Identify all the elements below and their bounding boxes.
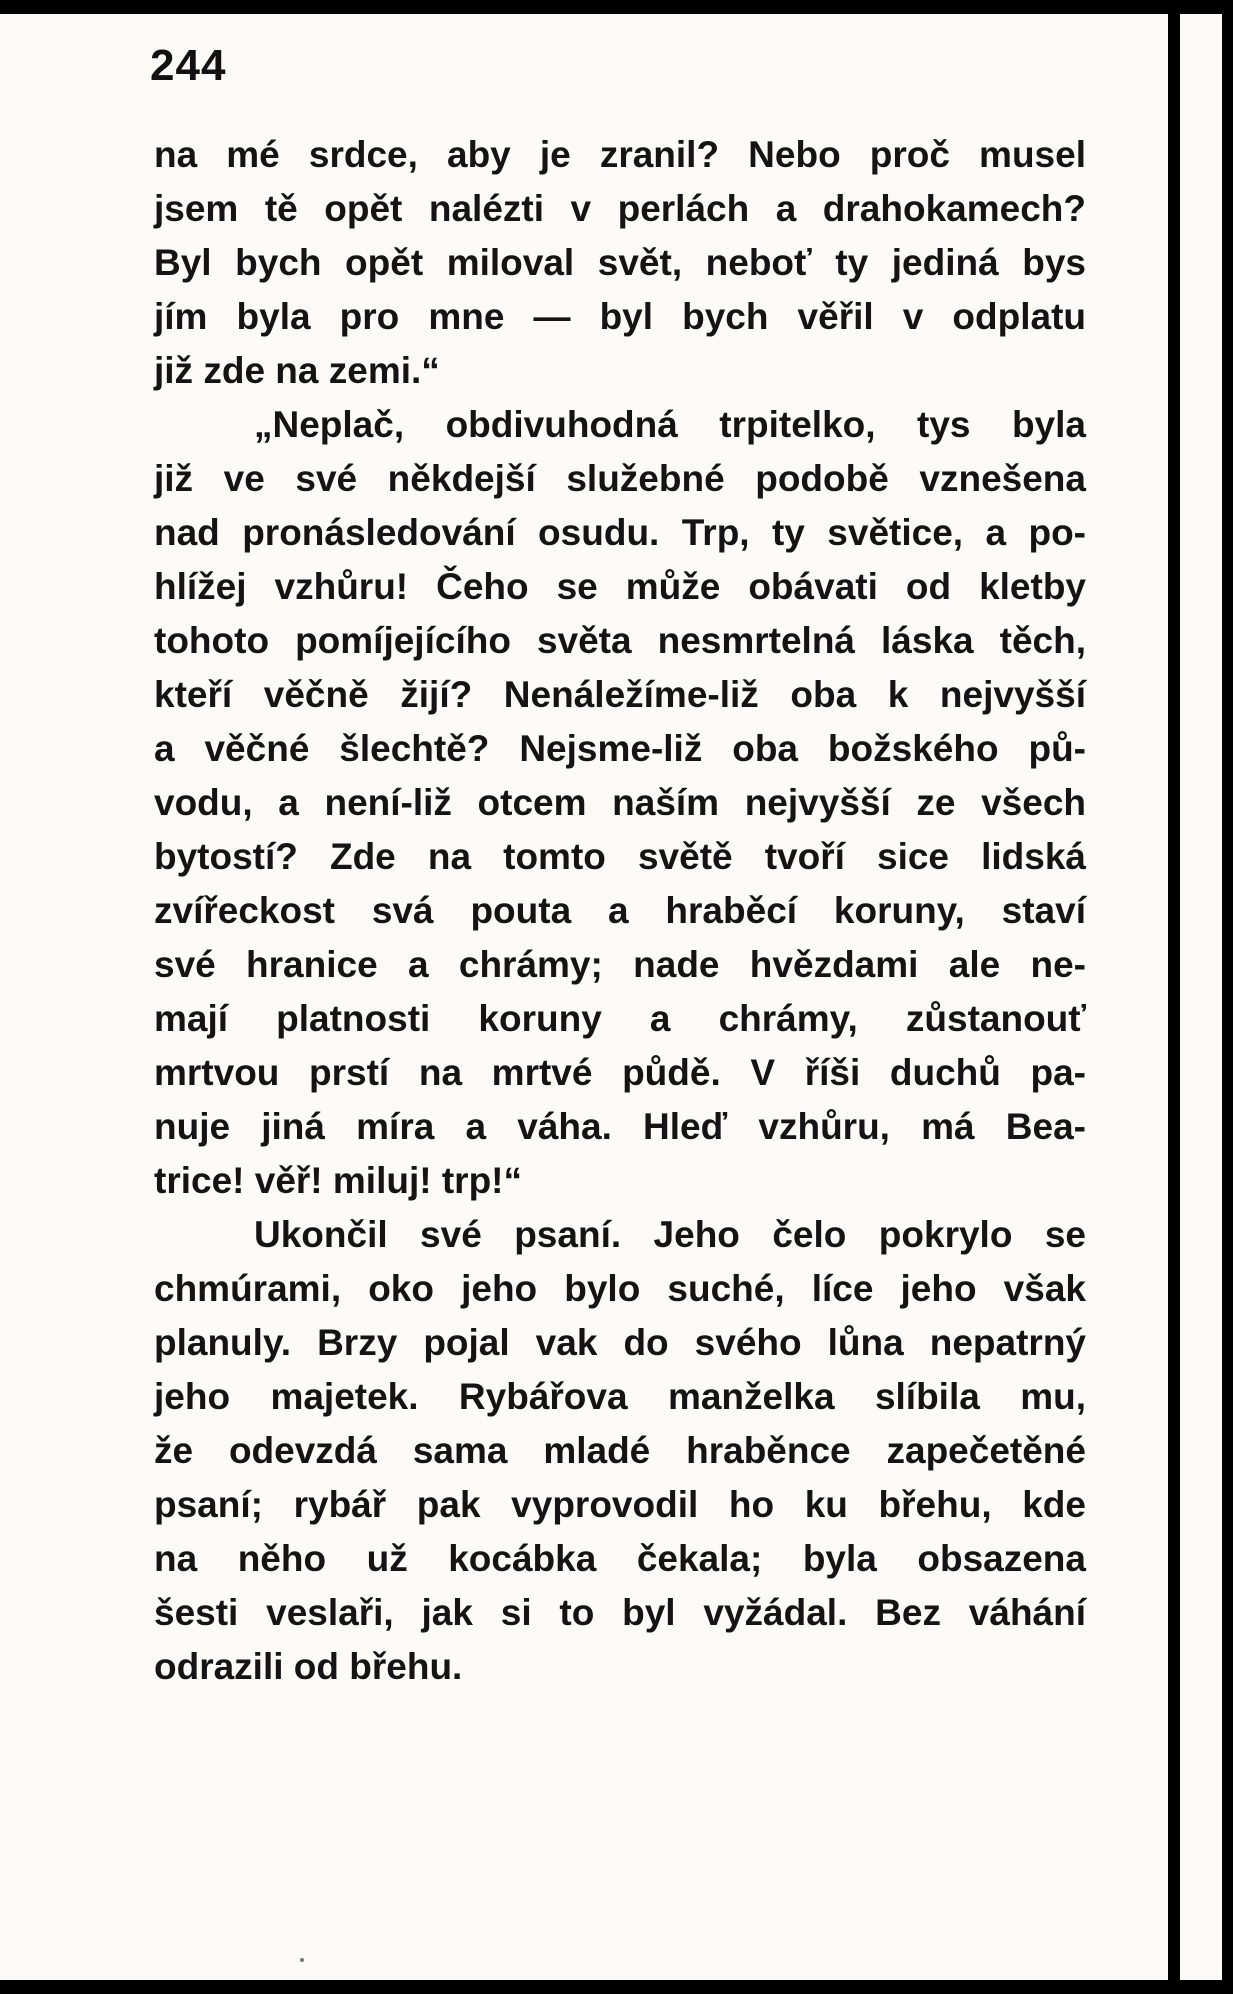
adjacent-page-edge bbox=[1180, 14, 1222, 1980]
text-line: jeho majetek. Rybářova manželka slíbila mu, bbox=[154, 1376, 1086, 1417]
text-line: chmúrami, oko jeho bylo suché, líce jeho však bbox=[154, 1268, 1086, 1309]
text-line: Ukončil své psaní. Jeho čelo pokrylo se bbox=[254, 1214, 1086, 1255]
text-line: šesti veslaři, jak si to byl vyžádal. Bez váhání bbox=[154, 1592, 1086, 1633]
text-line: nuje jiná míra a váha. Hleď vzhůru, má Bea- bbox=[154, 1106, 1086, 1147]
text-line: vodu, a není-liž otcem naším nejvyšší ze všech bbox=[154, 782, 1086, 823]
text-line: odrazili od břehu. bbox=[154, 1646, 463, 1687]
text-line: Byl bych opět miloval svět, neboť ty jediná bys bbox=[154, 242, 1086, 283]
text-line: na mé srdce, aby je zranil? Nebo proč musel bbox=[154, 134, 1086, 175]
text-line: jím byla pro mne — byl bych věřil v odplatu bbox=[154, 296, 1086, 337]
text-line: mrtvou prstí na mrtvé půdě. V říši duchů pa- bbox=[154, 1052, 1086, 1093]
text-line: „Neplač, obdivuhodná trpitelko, tys byla bbox=[254, 404, 1086, 445]
text-line: psaní; rybář pak vyprovodil ho ku břehu, kde bbox=[154, 1484, 1086, 1525]
body-text bbox=[154, 128, 1086, 1694]
text-line: planuly. Brzy pojal vak do svého lůna nepatrný bbox=[154, 1322, 1086, 1363]
text-line: již ve své někdejší služebné podobě vznešena bbox=[154, 458, 1086, 499]
text-line: zvířeckost svá pouta a hraběcí koruny, staví bbox=[154, 890, 1086, 931]
page-number: 244 bbox=[150, 41, 227, 90]
text-line: nad pronásledování osudu. Trp, ty světice, a po- bbox=[154, 512, 1086, 553]
text-line: na něho už kocábka čekala; byla obsazena bbox=[154, 1538, 1086, 1579]
text-line: trice! věř! miluj! trp!“ bbox=[154, 1160, 522, 1201]
text-line: tohoto pomíjejícího světa nesmrtelná láska těch, bbox=[154, 620, 1086, 661]
text-line: bytostí? Zde na tomto světě tvoří sice lidská bbox=[154, 836, 1086, 877]
text-line: již zde na zemi.“ bbox=[154, 350, 440, 391]
text-line: hlížej vzhůru! Čeho se může obávati od kletby bbox=[154, 566, 1086, 607]
text-line: své hranice a chrámy; nade hvězdami ale ne- bbox=[154, 944, 1086, 985]
text-line: jsem tě opět nalézti v perlách a drahokamech? bbox=[154, 188, 1086, 229]
text-line: mají platnosti koruny a chrámy, zůstanouť bbox=[154, 998, 1086, 1039]
paper-speck bbox=[300, 1958, 304, 1962]
text-line: že odevzdá sama mladé hraběnce zapečetěné bbox=[154, 1430, 1086, 1471]
text-line: a věčné šlechtě? Nejsme-liž oba božského pů- bbox=[154, 728, 1086, 769]
text-line: kteří věčně žijí? Nenáležíme-liž oba k nejvyšší bbox=[154, 674, 1086, 715]
